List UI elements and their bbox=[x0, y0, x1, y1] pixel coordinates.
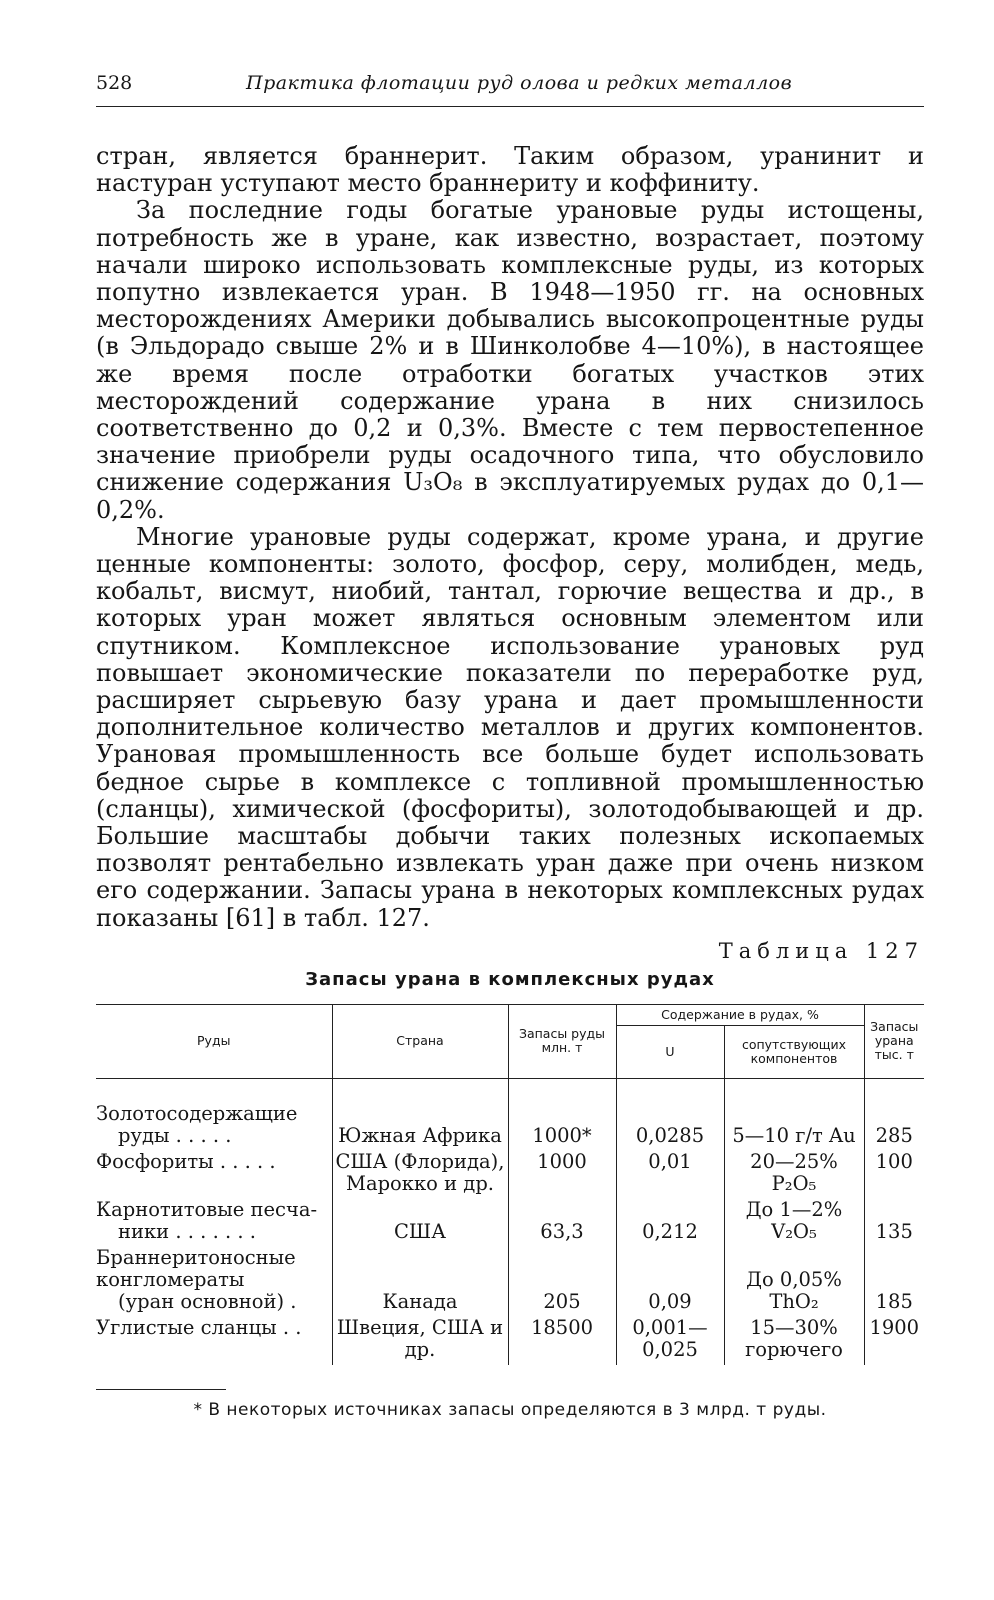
cell-country: США (Флорида), Марокко и др. bbox=[332, 1151, 508, 1199]
cell-accompanying: 15—30% горючего bbox=[724, 1317, 864, 1365]
cell-u: 0,09 bbox=[616, 1247, 724, 1317]
cell-uranium: 185 bbox=[864, 1247, 924, 1317]
cell-ore bbox=[96, 1199, 332, 1247]
cell-u: 0,01 bbox=[616, 1151, 724, 1199]
ore-line: ники . . . . . . . bbox=[118, 1219, 256, 1243]
cell-ore bbox=[96, 1078, 332, 1151]
table-row bbox=[96, 1247, 924, 1317]
cell-u: 0,0285 bbox=[616, 1078, 724, 1151]
page-number: 528 bbox=[96, 72, 133, 94]
cell-u: 0,212 bbox=[616, 1199, 724, 1247]
header-uranium: Запасы урана тыс. т bbox=[864, 1004, 924, 1078]
cell-uranium: 135 bbox=[864, 1199, 924, 1247]
footnote: * В некоторых источниках запасы определяются в 3 млрд. т руды. bbox=[193, 1399, 827, 1420]
cell-country: Южная Африка bbox=[332, 1078, 508, 1151]
body-text bbox=[96, 143, 924, 932]
paragraph: Многие урановые руды содержат, кроме урана, и другие ценные компоненты: золото, фосфор, серу, молибден, медь, кобальт, висмут, ниобий, тантал, горючие вещества и др., в которых уран может являться основным элементом или спутником. Комплексное использование урановых руд повышает экономические показатели по переработке руд, расширяет сырьевую базу урана и дает промышленности дополнительное количество металлов и других компонентов. Урановая промышленность все больше будет использовать бедное сырье в комплексе с топливной промышленностью (сланцы), химической (фосфориты), золотодобывающей и др. Большие масштабы добычи таких полезных ископаемых позволят рентабельно извлекать уран даже при очень низком его содержании. Запасы урана в некоторых комплексных рудах показаны [61] в табл. 127. bbox=[96, 522, 924, 932]
header-ore: Руды bbox=[96, 1004, 332, 1078]
cell-reserves: 1000 bbox=[508, 1151, 616, 1199]
header-u: U bbox=[616, 1025, 724, 1078]
cell-reserves: 205 bbox=[508, 1247, 616, 1317]
ore-line: руды . . . . . bbox=[118, 1123, 232, 1147]
table-title: Запасы урана в комплексных рудах bbox=[305, 968, 715, 990]
ore-line: (уран основной) . bbox=[118, 1289, 297, 1313]
cell-reserves: 18500 bbox=[508, 1317, 616, 1365]
reserves-table bbox=[96, 1004, 924, 1365]
cell-uranium: 285 bbox=[864, 1078, 924, 1151]
header-country: Страна bbox=[332, 1004, 508, 1078]
table-row bbox=[96, 1317, 924, 1365]
ore-line: Фосфориты . . . . . bbox=[96, 1149, 276, 1173]
header-accompanying: сопутствующих компонентов bbox=[724, 1025, 864, 1078]
table-label: Таблица 127 bbox=[718, 938, 924, 963]
paragraph: За последние годы богатые урановые руды истощены, потребность же в уране, как известно, возрастает, поэтому начали широко использовать комплексные руды, из которых попутно извлекается уран. В 1948—1950 гг. на основных месторождениях Америки добывались высокопроцентные руды (в Эльдорадо свыше 2% и в Шинколобве 4—10%), в настоящее же время после отработки богатых участков этих месторождений содержание урана в них снизилось соответственно до 0,2 и 0,3%. Вместе с тем первостепенное значение приобрели руды осадочного типа, что обусловило снижение содержания U₃O₈ в эксплуатируемых рудах до 0,1—0,2%. bbox=[96, 196, 924, 524]
table-row bbox=[96, 1199, 924, 1247]
ore-line: Углистые сланцы . . bbox=[96, 1315, 302, 1339]
cell-accompanying: 5—10 г/т Au bbox=[724, 1078, 864, 1151]
header-content-group: Содержание в рудах, % bbox=[616, 1004, 864, 1025]
cell-accompanying: До 1—2% V₂O₅ bbox=[724, 1199, 864, 1247]
cell-ore bbox=[96, 1247, 332, 1317]
page bbox=[96, 72, 924, 1420]
cell-ore bbox=[96, 1151, 332, 1199]
ore-line: Золотосодержащие bbox=[96, 1101, 298, 1125]
cell-country: Канада bbox=[332, 1247, 508, 1317]
cell-accompanying: 20—25% P₂O₅ bbox=[724, 1151, 864, 1199]
cell-uranium: 1900 bbox=[864, 1317, 924, 1365]
table-row bbox=[96, 1078, 924, 1151]
cell-ore bbox=[96, 1317, 332, 1365]
cell-country: США bbox=[332, 1199, 508, 1247]
table-row bbox=[96, 1151, 924, 1199]
header-reserves: Запасы руды млн. т bbox=[508, 1004, 616, 1078]
ore-line: Браннеритоносные конгломераты bbox=[96, 1245, 296, 1291]
running-title: Практика флотации руд олова и редких металлов bbox=[246, 72, 793, 94]
cell-reserves: 63,3 bbox=[508, 1199, 616, 1247]
cell-u: 0,001—0,025 bbox=[616, 1317, 724, 1365]
paragraph-continuation: стран, является браннерит. Таким образом, уранинит и настуран уступают место браннериту и коффиниту. bbox=[96, 142, 924, 198]
ore-line: Карнотитовые песча- bbox=[96, 1197, 318, 1221]
cell-reserves: 1000* bbox=[508, 1078, 616, 1151]
footnote-rule bbox=[96, 1389, 226, 1390]
cell-uranium: 100 bbox=[864, 1151, 924, 1199]
cell-accompanying: До 0,05% ThO₂ bbox=[724, 1247, 864, 1317]
cell-country: Швеция, США и др. bbox=[332, 1317, 508, 1365]
page-header bbox=[96, 72, 924, 107]
